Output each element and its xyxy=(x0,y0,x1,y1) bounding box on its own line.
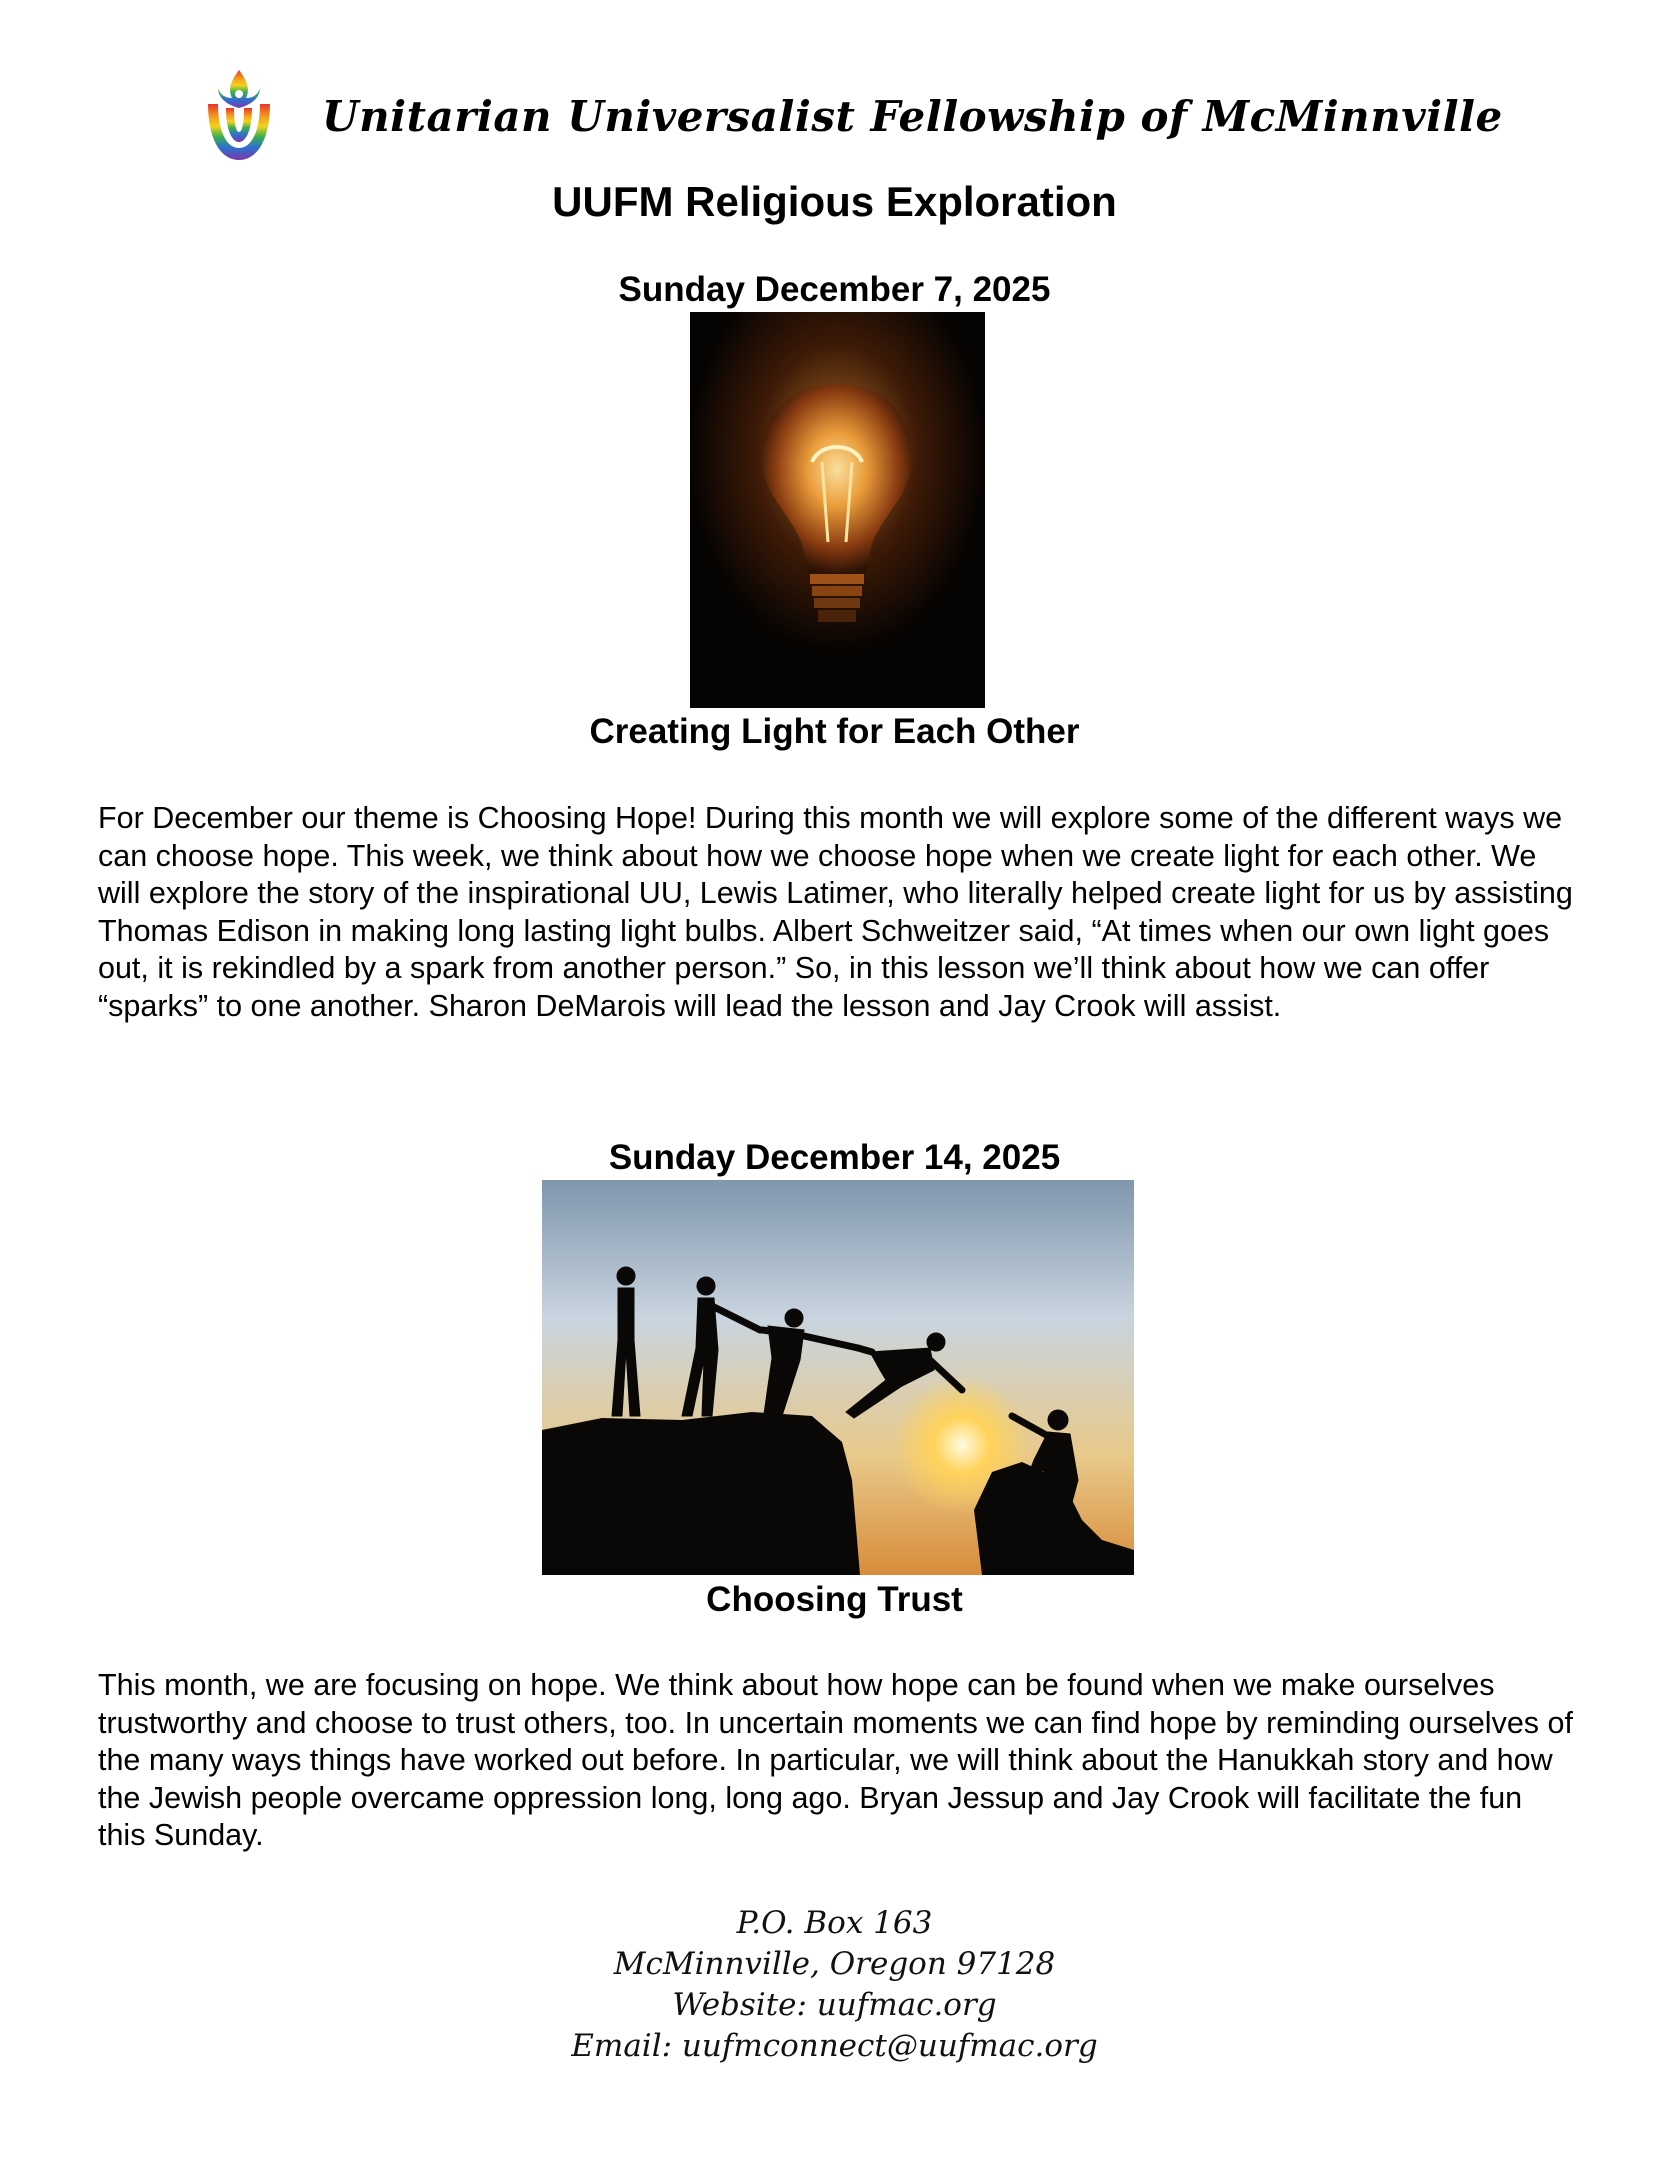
organization-name: Unitarian Universalist Fellowship of McMinnville xyxy=(322,92,1503,141)
footer-website[interactable]: Website: uufmac.org xyxy=(672,1987,997,2023)
lesson-title: Creating Light for Each Other xyxy=(589,712,1080,751)
footer-city: McMinnville, Oregon 97128 xyxy=(613,1946,1056,1982)
lesson-title: Choosing Trust xyxy=(706,1580,963,1619)
lesson-description: This month, we are focusing on hope. We think about how hope can be found when we make ourselves trustworthy and choose to trust others, too. In uncertain moments we can find hope by reminding ourselves of the many ways things have worked out before. In particular, we will think about the Hanukkah story and how the Jewish people overcame oppression long, long ago. Bryan Jessup and Jay Crook will facilitate the fun this Sunday. xyxy=(98,1668,1573,1852)
footer-po-box: P.O. Box 163 xyxy=(736,1905,933,1941)
page-title: UUFM Religious Exploration xyxy=(552,178,1117,225)
light-bulb-image xyxy=(690,312,985,708)
lesson-date: Sunday December 14, 2025 xyxy=(608,1138,1061,1177)
people-helping-climb-image xyxy=(542,1180,1134,1575)
lesson-date: Sunday December 7, 2025 xyxy=(618,270,1051,309)
lesson-description: For December our theme is Choosing Hope! During this month we will explore some of the different ways we can choose hope. This week, we think about how we choose hope when we create light for each other. We will explore the story of the inspirational UU, Lewis Latimer, who literally helped create light for us by assisting Thomas Edison in making long lasting light bulbs. Albert Schweitzer said, “At times when our own light goes out, it is rekindled by a spark from another person.” So, in this lesson we’ll think about how we can offer “sparks” to one another. Sharon DeMarois will lead the lesson and Jay Crook will assist. xyxy=(98,801,1573,1023)
footer-email[interactable]: Email: uufmconnect@uufmac.org xyxy=(571,2028,1098,2064)
chalice-logo-icon xyxy=(204,68,274,164)
